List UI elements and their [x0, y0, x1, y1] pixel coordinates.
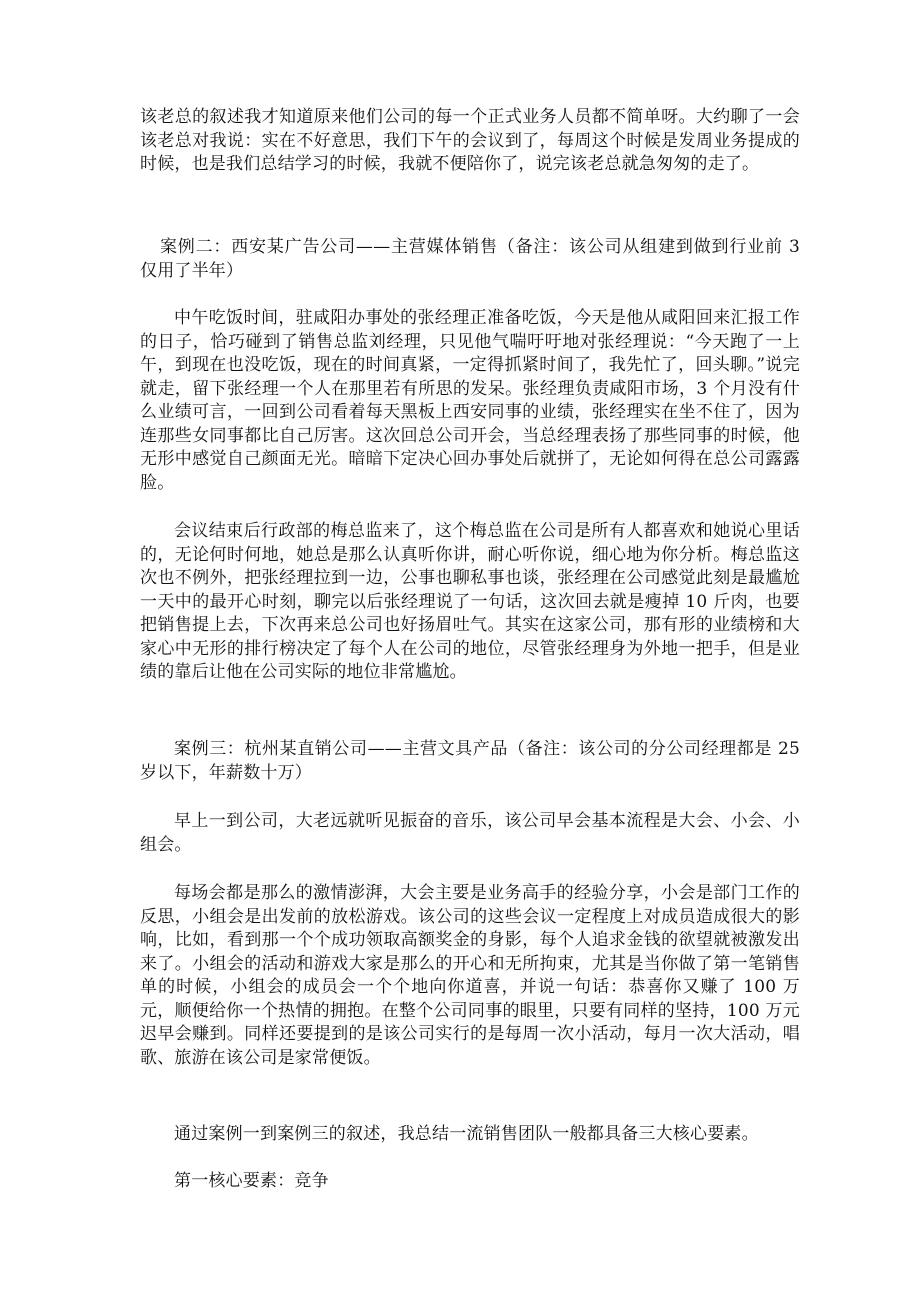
paragraph-first-core-element: 第一核心要素：竞争	[174, 1171, 329, 1191]
paragraph-case-three-heading: 案例三：杭州某直销公司——主营文具产品（备注：该公司的分公司经理都是 25 岁以下，年薪数十万）	[140, 739, 800, 783]
paragraph-case-two-meeting: 会议结束后行政部的梅总监来了，这个梅总监在公司是所有人都喜欢和她说心里话的，无论何时何地，她总是那么认真听你讲，耐心听你说，细心地为你分析。梅总监这次也不例外，把张经理拉到一边，公事也聊私事也谈，张经理在公司感觉此刻是最尴尬一天中的最开心时刻，聊完以后张经理说了一句话，这次回去就是瘦掉 10 斤肉，也要把销售提上去，下次再来总公司也好扬眉吐气。其实在这家公司，那有形的业绩榜和大家心中无形的排行榜决定了每个人在公司的地位，尽管张经理身为外地一把手，但是业绩的靠后让他在公司实际的地位非常尴尬。	[140, 521, 800, 682]
paragraph-case-three-morning: 早上一到公司，大老远就听见振奋的音乐，该公司早会基本流程是大会、小会、小组会。	[140, 811, 800, 855]
paragraph-case-two-heading: 案例二：西安某广告公司——主营媒体销售（备注：该公司从组建到做到行业前 3 仅用了半年）	[140, 237, 800, 281]
paragraph-case-two-story: 中午吃饭时间，驻咸阳办事处的张经理正准备吃饭，今天是他从咸阳回来汇报工作的日子，恰巧碰到了销售总监刘经理，只见他气喘吁吁地对张经理说：“今天跑了一上午，到现在也没吃饭，现在的时间真紧，一定得抓紧时间了，我先忙了，回头聊。”说完就走，留下张经理一个人在那里若有所思的发呆。张经理负责咸阳市场，3 个月没有什么业绩可言，一回到公司看着每天黑板上西安同事的业绩，张经理实在坐不住了，因为连那些女同事都比自己厉害。这次回总公司开会，当总经理表扬了那些同事的时候，他无形中感觉自己颜面无光。暗暗下定决心回办事处后就拼了，无论如何得在总公司露露脸。	[140, 308, 800, 493]
paragraph-case-three-meetings: 每场会都是那么的激情澎湃，大会主要是业务高手的经验分享，小会是部门工作的反思，小组会是出发前的放松游戏。该公司的这些会议一定程度上对成员造成很大的影响，比如，看到那一个个成功领取高额奖金的身影，每个人追求金钱的欲望就被激发出来了。小组会的活动和游戏大家是那么的开心和无所拘束，尤其是当你做了第一笔销售单的时候，小组会的成员会一个个地向你道喜，并说一句话：恭喜你又赚了 100 万元，顺便给你一个热情的拥抱。在整个公司同事的眼里，只要有同样的坚持，100 万元迟早会赚到。同样还要提到的是该公司实行的是每周一次小活动，每月一次大活动，唱歌、旅游在该公司是家常便饭。	[140, 883, 800, 1068]
paragraph-meeting-ending: 该老总的叙述我才知道原来他们公司的每一个正式业务人员都不简单呀。大约聊了一会该老总对我说：实在不好意思，我们下午的会议到了，每周这个时候是发周业务提成的时候，也是我们总结学习的时候，我就不便陪你了，说完该老总就急匆匆的走了。	[140, 107, 800, 174]
paragraph-summary: 通过案例一到案例三的叙述，我总结一流销售团队一般都具备三大核心要素。	[174, 1124, 759, 1144]
